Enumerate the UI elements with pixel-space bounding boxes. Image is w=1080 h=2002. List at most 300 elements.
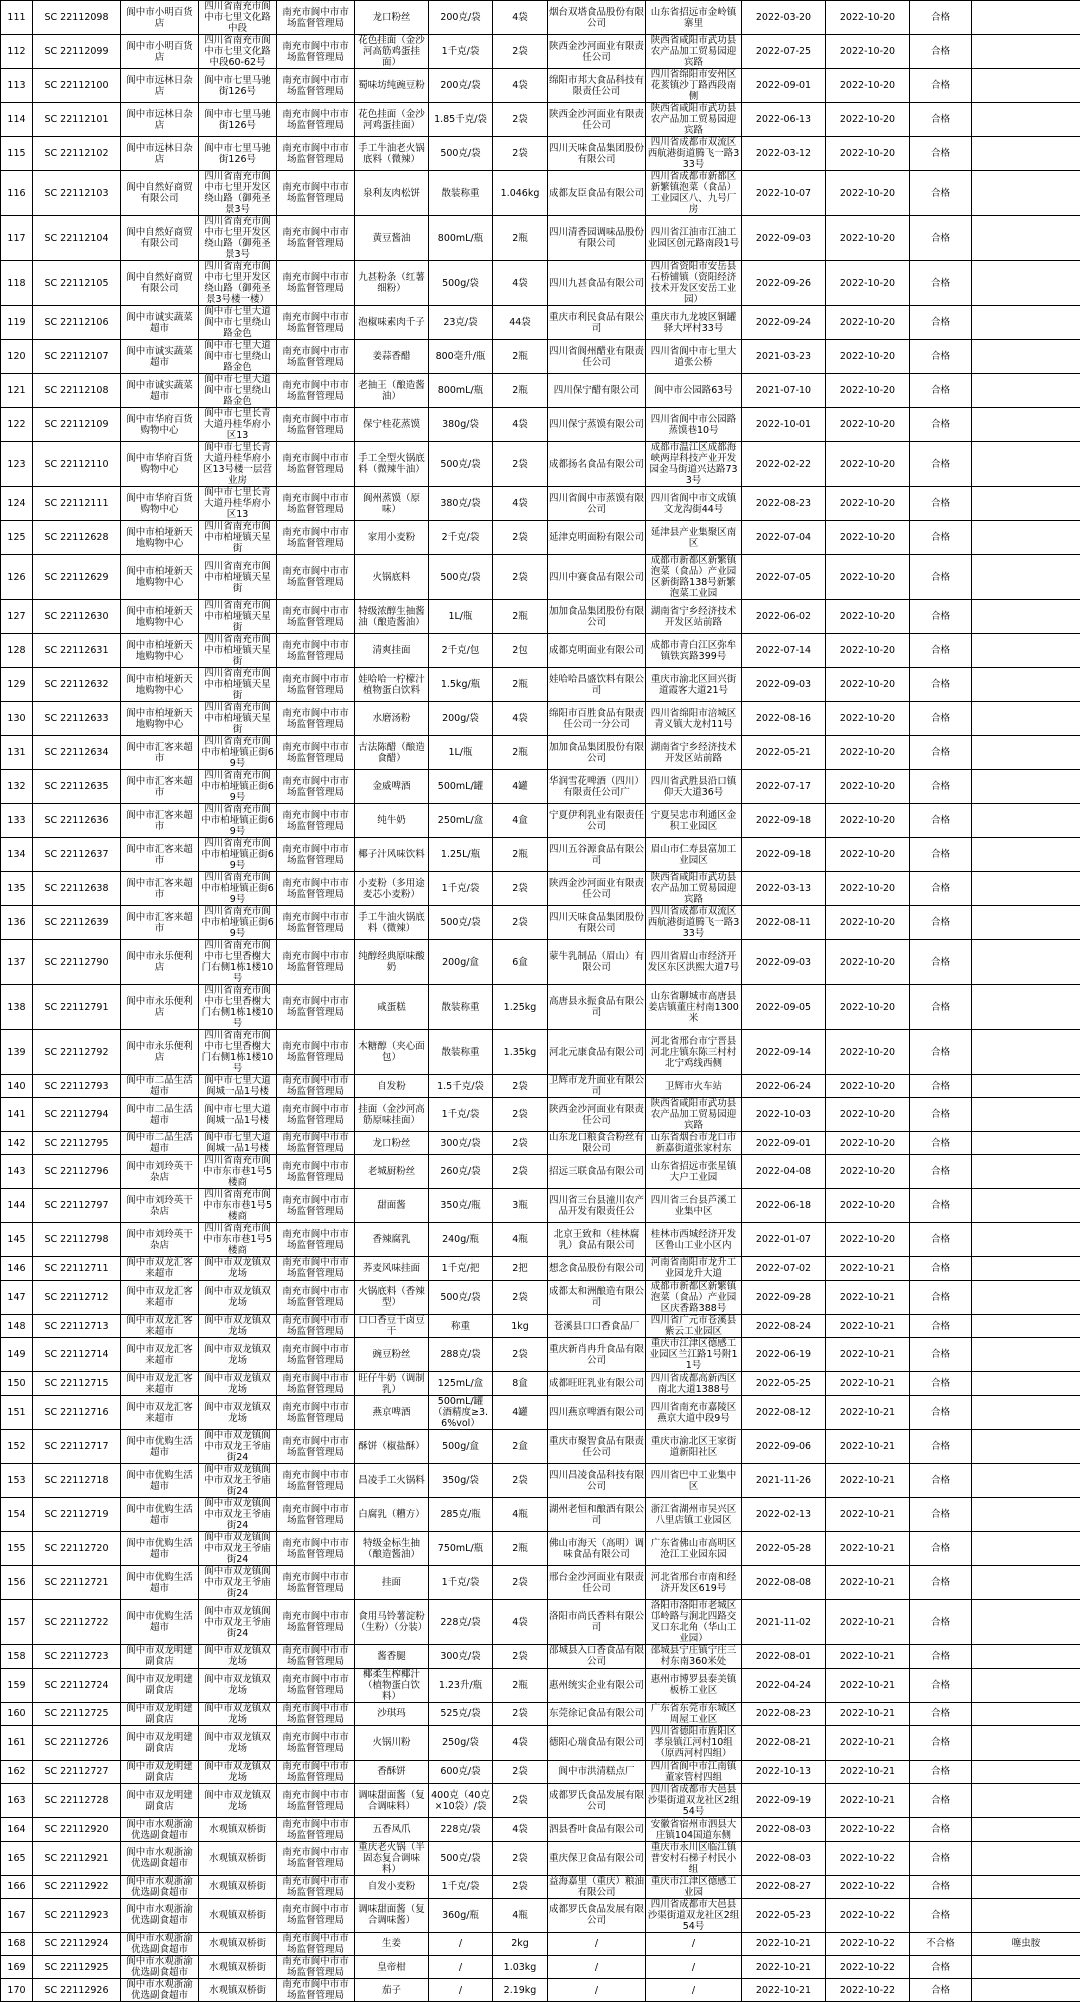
table-row: [1, 838, 1080, 872]
table-row: [1, 1155, 1080, 1189]
regulator-cell: 南充市阆中市市场监督管理局: [277, 634, 355, 668]
production-date-cell: 2022-05-28: [742, 1532, 826, 1566]
failed-item-cell: [972, 261, 1080, 306]
manufacturer-address-cell: 山东省招远市金岭镇寨里: [646, 1, 742, 35]
production-date-cell: 2021-11-02: [742, 1600, 826, 1645]
seq-number-cell: 123: [1, 442, 33, 487]
quantity-cell: 2袋: [493, 1702, 548, 1725]
table-row: [1, 1955, 1080, 1978]
result-cell: 合格: [910, 1372, 972, 1395]
manufacturer-address-cell: 陕西省咸阳市武功县农产品加工贸易园迎宾路: [646, 35, 742, 69]
seq-number-cell: 127: [1, 600, 33, 634]
production-date-cell: 2022-07-17: [742, 770, 826, 804]
product-name-cell: 姜蒜香醋: [355, 340, 429, 374]
sampling-date-cell: 2022-10-21: [826, 1257, 910, 1280]
sample-id-cell: SC 22112926: [33, 1979, 121, 2002]
sampling-date-cell: 2022-10-21: [826, 1280, 910, 1315]
result-cell: 合格: [910, 906, 972, 940]
vendor-address-cell: 阆中市七里长青大道丹桂华府小区13: [199, 408, 277, 442]
seq-number-cell: 113: [1, 69, 33, 103]
sample-id-cell: SC 22112727: [33, 1760, 121, 1783]
manufacturer-address-cell: 重庆市江津区德感工业园区兰江路1号附11号: [646, 1338, 742, 1372]
vendor-address-cell: 四川省南充市阆中市柏垭镇天星街: [199, 668, 277, 702]
sample-id-cell: SC 22112921: [33, 1841, 121, 1875]
seq-number-cell: 124: [1, 487, 33, 521]
regulator-cell: 南充市阆中市市场监督管理局: [277, 69, 355, 103]
failed-item-cell: [972, 702, 1080, 736]
manufacturer-cell: 四川九甚食品有限公司: [548, 261, 646, 306]
table-row: [1, 985, 1080, 1030]
seq-number-cell: 161: [1, 1725, 33, 1760]
result-cell: 合格: [910, 1, 972, 35]
regulator-cell: 南充市阆中市市场监督管理局: [277, 1155, 355, 1189]
regulator-cell: 南充市阆中市市场监督管理局: [277, 1132, 355, 1155]
production-date-cell: 2022-08-23: [742, 1702, 826, 1725]
quantity-cell: 4罐: [493, 1395, 548, 1430]
seq-number-cell: 149: [1, 1338, 33, 1372]
sample-id-cell: SC 22112098: [33, 1, 121, 35]
quantity-cell: 4袋: [493, 261, 548, 306]
result-cell: 合格: [910, 1498, 972, 1532]
spec-cell: 1千克/袋: [429, 35, 493, 69]
result-cell: 合格: [910, 600, 972, 634]
failed-item-cell: [972, 216, 1080, 261]
regulator-cell: 南充市阆中市市场监督管理局: [277, 1189, 355, 1223]
manufacturer-cell: 陕西金沙河面业有限责任公司: [548, 872, 646, 906]
sample-id-cell: SC 22112110: [33, 442, 121, 487]
manufacturer-cell: 想念食品股份有限公司: [548, 1257, 646, 1280]
seq-number-cell: 162: [1, 1760, 33, 1783]
vendor-name-cell: 阆中市二品生活超市: [121, 1132, 199, 1155]
vendor-name-cell: 阆中市优购生活超市: [121, 1532, 199, 1566]
regulator-cell: 南充市阆中市市场监督管理局: [277, 261, 355, 306]
table-row: [1, 1600, 1080, 1645]
result-cell: 合格: [910, 736, 972, 770]
regulator-cell: 南充市阆中市市场监督管理局: [277, 216, 355, 261]
sample-id-cell: SC 22112111: [33, 487, 121, 521]
vendor-name-cell: 阆中市华府百货购物中心: [121, 408, 199, 442]
manufacturer-address-cell: 四川省巴中工业集中区: [646, 1464, 742, 1498]
spec-cell: 380g/袋: [429, 408, 493, 442]
vendor-name-cell: 阆中市水观浙渝优选副食超市: [121, 1875, 199, 1898]
regulator-cell: 南充市阆中市市场监督管理局: [277, 804, 355, 838]
manufacturer-cell: 陕西金沙河面业有限责任公司: [548, 103, 646, 137]
sample-id-cell: SC 22112633: [33, 702, 121, 736]
sampling-date-cell: 2022-10-21: [826, 1532, 910, 1566]
regulator-cell: 南充市阆中市市场监督管理局: [277, 1532, 355, 1566]
failed-item-cell: [972, 1223, 1080, 1257]
vendor-name-cell: 阆中市双龙汇客来超市: [121, 1280, 199, 1315]
regulator-cell: 南充市阆中市市场监督管理局: [277, 1338, 355, 1372]
seq-number-cell: 112: [1, 35, 33, 69]
vendor-address-cell: 四川省南充市阆中市七里香榭大门右侧1栋1楼10号: [199, 985, 277, 1030]
manufacturer-cell: 湖州老恒和酿酒有限公司: [548, 1498, 646, 1532]
table-row: [1, 1532, 1080, 1566]
product-name-cell: 咸蛋糕: [355, 985, 429, 1030]
manufacturer-address-cell: 重庆市渝北区回兴街道霞客大道21号: [646, 668, 742, 702]
manufacturer-address-cell: 浙江省湖州市吴兴区八里店镇工业园区: [646, 1498, 742, 1532]
failed-item-cell: [972, 1702, 1080, 1725]
quantity-cell: 2瓶: [493, 340, 548, 374]
quantity-cell: 2袋: [493, 103, 548, 137]
spec-cell: 800mL/瓶: [429, 374, 493, 408]
sampling-date-cell: 2022-10-20: [826, 985, 910, 1030]
table-row: [1, 1898, 1080, 1932]
quantity-cell: 2袋: [493, 1132, 548, 1155]
manufacturer-address-cell: 山东省招远市张星镇大户工业园: [646, 1155, 742, 1189]
quantity-cell: 2kg: [493, 1932, 548, 1955]
production-date-cell: 2022-09-05: [742, 985, 826, 1030]
quantity-cell: 2瓶: [493, 600, 548, 634]
manufacturer-address-cell: 四川省南充市嘉陵区燕京大道中段9号: [646, 1395, 742, 1430]
manufacturer-address-cell: 四川省江油市江油工业园区创元路南段1号: [646, 216, 742, 261]
table-row: [1, 668, 1080, 702]
product-name-cell: 重庆老火锅（半固态复合调味料）: [355, 1841, 429, 1875]
quantity-cell: 1.046kg: [493, 171, 548, 216]
table-row: [1, 600, 1080, 634]
production-date-cell: 2022-01-07: [742, 1223, 826, 1257]
result-cell: 合格: [910, 487, 972, 521]
spec-cell: 500g/盒: [429, 1430, 493, 1464]
manufacturer-cell: 绵阳市邦大食品科技有限责任公司: [548, 69, 646, 103]
product-name-cell: 木糖醇（夹心面包）: [355, 1030, 429, 1075]
product-name-cell: 泉利友肉松饼: [355, 171, 429, 216]
seq-number-cell: 147: [1, 1280, 33, 1315]
seq-number-cell: 133: [1, 804, 33, 838]
quantity-cell: 2袋: [493, 906, 548, 940]
sample-id-cell: SC 22112638: [33, 872, 121, 906]
result-cell: 合格: [910, 137, 972, 171]
vendor-name-cell: 阆中市柏垭新天地购物中心: [121, 555, 199, 600]
seq-number-cell: 134: [1, 838, 33, 872]
failed-item-cell: [972, 442, 1080, 487]
vendor-address-cell: 阆中市七里大道阆城一品1号楼: [199, 1098, 277, 1132]
sampling-date-cell: 2022-10-20: [826, 1132, 910, 1155]
production-date-cell: 2021-07-10: [742, 374, 826, 408]
sample-id-cell: SC 22112791: [33, 985, 121, 1030]
failed-item-cell: [972, 906, 1080, 940]
manufacturer-address-cell: 邵城县宁庄镇宁庄三村东南360米处: [646, 1645, 742, 1668]
vendor-name-cell: 阆中市远林日杂店: [121, 103, 199, 137]
result-cell: 合格: [910, 1430, 972, 1464]
regulator-cell: 南充市阆中市市场监督管理局: [277, 521, 355, 555]
seq-number-cell: 168: [1, 1932, 33, 1955]
product-name-cell: 生姜: [355, 1932, 429, 1955]
vendor-address-cell: 阆中市双龙镇阆中市双龙王爷庙街24: [199, 1532, 277, 1566]
spec-cell: 200g/盒: [429, 940, 493, 985]
table-row: [1, 261, 1080, 306]
manufacturer-address-cell: 陕西省咸阳市武功县农产品加工贸易园迎宾路: [646, 1098, 742, 1132]
vendor-address-cell: 四川省南充市阆中市七里开发区绕山路（御苑圣景3号: [199, 216, 277, 261]
vendor-address-cell: 阆中市双龙镇阆中市双龙王爷庙街24: [199, 1566, 277, 1600]
vendor-name-cell: 阆中市双龙明建副食店: [121, 1783, 199, 1818]
sample-id-cell: SC 22112726: [33, 1725, 121, 1760]
manufacturer-address-cell: 广东省东莞市东城区周屋工业区: [646, 1702, 742, 1725]
production-date-cell: 2022-06-02: [742, 600, 826, 634]
vendor-address-cell: 阆中市双龙镇阆中市双龙王爷庙街24: [199, 1464, 277, 1498]
sampling-date-cell: 2022-10-20: [826, 374, 910, 408]
production-date-cell: 2022-04-08: [742, 1155, 826, 1189]
seq-number-cell: 130: [1, 702, 33, 736]
manufacturer-address-cell: 广东省佛山市高明区沧江工业园东园: [646, 1532, 742, 1566]
sample-id-cell: SC 22112635: [33, 770, 121, 804]
sample-id-cell: SC 22112797: [33, 1189, 121, 1223]
table-row: [1, 1223, 1080, 1257]
vendor-address-cell: 四川省南充市阆中市柏垭镇正街69号: [199, 906, 277, 940]
manufacturer-address-cell: 重庆市渝北区王家街道新阳社区: [646, 1430, 742, 1464]
vendor-address-cell: 水观镇双桥街: [199, 1932, 277, 1955]
manufacturer-address-cell: 山东省聊城市高唐县姜店镇董庄村南1300米: [646, 985, 742, 1030]
regulator-cell: 南充市阆中市市场监督管理局: [277, 736, 355, 770]
quantity-cell: 4袋: [493, 1600, 548, 1645]
quantity-cell: 2把: [493, 1257, 548, 1280]
failed-item-cell: [972, 634, 1080, 668]
manufacturer-cell: 东莞徐记食品有限公司: [548, 1702, 646, 1725]
regulator-cell: 南充市阆中市市场监督管理局: [277, 1395, 355, 1430]
sampling-date-cell: 2022-10-20: [826, 770, 910, 804]
sample-id-cell: SC 22112922: [33, 1875, 121, 1898]
vendor-name-cell: 阆中市汇客来超市: [121, 838, 199, 872]
sample-id-cell: SC 22112100: [33, 69, 121, 103]
manufacturer-cell: 招远三联食品有限公司: [548, 1155, 646, 1189]
table-row: [1, 306, 1080, 340]
seq-number-cell: 138: [1, 985, 33, 1030]
vendor-address-cell: 水观镇双桥街: [199, 1875, 277, 1898]
manufacturer-cell: 四川天味食品集团股份有限公司: [548, 137, 646, 171]
spec-cell: 2千克/包: [429, 634, 493, 668]
product-name-cell: 挂面: [355, 1566, 429, 1600]
quantity-cell: 3瓶: [493, 1189, 548, 1223]
production-date-cell: 2022-08-23: [742, 487, 826, 521]
spec-cell: 500克/袋: [429, 442, 493, 487]
product-name-cell: 荞麦风味挂面: [355, 1257, 429, 1280]
manufacturer-address-cell: 四川省阆中市江南镇董家管村四组: [646, 1760, 742, 1783]
sample-id-cell: SC 22112099: [33, 35, 121, 69]
manufacturer-cell: 成都扬名食品有限公司: [548, 442, 646, 487]
manufacturer-cell: 四川天味食品集团股份有限公司: [548, 906, 646, 940]
sampling-date-cell: 2022-10-20: [826, 600, 910, 634]
spec-cell: 200克/袋: [429, 1, 493, 35]
sample-id-cell: SC 22112102: [33, 137, 121, 171]
sample-id-cell: SC 22112104: [33, 216, 121, 261]
manufacturer-address-cell: 四川省成都市大邑县沙渠街道双龙社区2组54号: [646, 1898, 742, 1932]
table-row: [1, 1725, 1080, 1760]
vendor-name-cell: 阆中市柏垭新天地购物中心: [121, 634, 199, 668]
production-date-cell: 2022-09-03: [742, 216, 826, 261]
quantity-cell: 2袋: [493, 137, 548, 171]
failed-item-cell: [972, 940, 1080, 985]
failed-item-cell: [972, 1464, 1080, 1498]
manufacturer-address-cell: 眉山市仁寿县富加工业园区: [646, 838, 742, 872]
manufacturer-cell: 河北元康食品有限公司: [548, 1030, 646, 1075]
product-name-cell: 自发粉: [355, 1075, 429, 1098]
sample-id-cell: SC 22112792: [33, 1030, 121, 1075]
manufacturer-cell: 德阳心瑞食品有限公司: [548, 1725, 646, 1760]
vendor-address-cell: 阆中市七里大道阆中市七里绕山路金色: [199, 306, 277, 340]
manufacturer-cell: 四川清香园调味品股份有限公司: [548, 216, 646, 261]
production-date-cell: 2022-02-13: [742, 1498, 826, 1532]
sample-id-cell: SC 22112794: [33, 1098, 121, 1132]
table-row: [1, 1464, 1080, 1498]
spec-cell: 500克/袋: [429, 906, 493, 940]
sampling-date-cell: 2022-10-20: [826, 736, 910, 770]
vendor-address-cell: 四川省南充市阆中市柏垭镇正街69号: [199, 770, 277, 804]
regulator-cell: 南充市阆中市市场监督管理局: [277, 1498, 355, 1532]
spec-cell: 1.85千克/袋: [429, 103, 493, 137]
result-cell: 合格: [910, 1155, 972, 1189]
sampling-date-cell: 2022-10-21: [826, 1498, 910, 1532]
sample-id-cell: SC 22112108: [33, 374, 121, 408]
vendor-name-cell: 阆中自然好商贸有限公司: [121, 216, 199, 261]
production-date-cell: 2022-09-18: [742, 838, 826, 872]
vendor-name-cell: 阆中市二品生活超市: [121, 1075, 199, 1098]
manufacturer-address-cell: 成都市青白江区弥牟镇铁宾路399号: [646, 634, 742, 668]
result-cell: 合格: [910, 1030, 972, 1075]
regulator-cell: 南充市阆中市市场监督管理局: [277, 35, 355, 69]
sample-id-cell: SC 22112714: [33, 1338, 121, 1372]
regulator-cell: 南充市阆中市市场监督管理局: [277, 306, 355, 340]
spec-cell: 1千克/袋: [429, 1566, 493, 1600]
quantity-cell: 2袋: [493, 1075, 548, 1098]
seq-number-cell: 157: [1, 1600, 33, 1645]
product-name-cell: 手工全型火锅底料（微辣牛油）: [355, 442, 429, 487]
result-cell: 合格: [910, 103, 972, 137]
regulator-cell: 南充市阆中市市场监督管理局: [277, 1030, 355, 1075]
sampling-date-cell: 2022-10-20: [826, 838, 910, 872]
sampling-date-cell: 2022-10-20: [826, 940, 910, 985]
vendor-address-cell: 四川省南充市阆中市柏垭镇正街69号: [199, 736, 277, 770]
vendor-address-cell: 阆中市双龙镇双龙场: [199, 1645, 277, 1668]
vendor-address-cell: 四川省南充市阆中市东市巷1号5楼商: [199, 1155, 277, 1189]
product-name-cell: 酱香腿: [355, 1645, 429, 1668]
manufacturer-address-cell: 重庆市江津区德感工业园: [646, 1875, 742, 1898]
production-date-cell: 2022-08-21: [742, 1725, 826, 1760]
seq-number-cell: 135: [1, 872, 33, 906]
manufacturer-cell: 四川保宁蒸馍有限公司: [548, 408, 646, 442]
table-body: [1, 1, 1080, 2002]
quantity-cell: 4袋: [493, 1, 548, 35]
seq-number-cell: 122: [1, 408, 33, 442]
seq-number-cell: 125: [1, 521, 33, 555]
production-date-cell: 2022-06-13: [742, 103, 826, 137]
failed-item-cell: [972, 1075, 1080, 1098]
manufacturer-cell: 成都旺旺乳业有限公司: [548, 1372, 646, 1395]
vendor-address-cell: 四川省南充市阆中市柏垭镇天星街: [199, 634, 277, 668]
manufacturer-address-cell: 成都市新都区新繁镇泡菜（食品）产业园区庆香路388号: [646, 1280, 742, 1315]
spec-cell: 1千克/袋: [429, 872, 493, 906]
vendor-address-cell: 四川省南充市阆中市七里开发区绕山路（御苑圣景3号: [199, 171, 277, 216]
sampling-date-cell: 2022-10-20: [826, 171, 910, 216]
quantity-cell: 2袋: [493, 521, 548, 555]
sampling-date-cell: 2022-10-20: [826, 521, 910, 555]
sampling-date-cell: 2022-10-22: [826, 1955, 910, 1978]
table-row: [1, 1315, 1080, 1338]
manufacturer-cell: 四川五谷源食品有限公司: [548, 838, 646, 872]
regulator-cell: 南充市阆中市市场监督管理局: [277, 340, 355, 374]
manufacturer-address-cell: 四川省成都市双流区西航港街道腾飞一路333号: [646, 137, 742, 171]
sampling-date-cell: 2022-10-20: [826, 702, 910, 736]
table-row: [1, 340, 1080, 374]
regulator-cell: 南充市阆中市市场监督管理局: [277, 1223, 355, 1257]
failed-item-cell: [972, 1875, 1080, 1898]
product-name-cell: 家用小麦粉: [355, 521, 429, 555]
result-cell: 合格: [910, 838, 972, 872]
result-cell: 合格: [910, 1645, 972, 1668]
result-cell: 合格: [910, 770, 972, 804]
failed-item-cell: [972, 1818, 1080, 1841]
failed-item-cell: 噻虫胺: [972, 1932, 1080, 1955]
spec-cell: 2千克/袋: [429, 521, 493, 555]
spec-cell: 散装称重: [429, 985, 493, 1030]
vendor-name-cell: 阆中市诚实蔬菜超市: [121, 340, 199, 374]
production-date-cell: 2022-08-12: [742, 1395, 826, 1430]
manufacturer-cell: 四川保宁醋有限公司: [548, 374, 646, 408]
table-row: [1, 408, 1080, 442]
quantity-cell: 2袋: [493, 35, 548, 69]
failed-item-cell: [972, 1668, 1080, 1702]
vendor-name-cell: 阆中市双龙汇客来超市: [121, 1315, 199, 1338]
vendor-address-cell: 水观镇双桥街: [199, 1818, 277, 1841]
product-name-cell: 手工牛油老火锅底料（微辣）: [355, 137, 429, 171]
seq-number-cell: 136: [1, 906, 33, 940]
failed-item-cell: [972, 668, 1080, 702]
seq-number-cell: 120: [1, 340, 33, 374]
vendor-name-cell: 阆中市华府百货购物中心: [121, 487, 199, 521]
manufacturer-address-cell: 桂林市西城经济开发区鲁山工业小区内: [646, 1223, 742, 1257]
result-cell: 合格: [910, 634, 972, 668]
manufacturer-cell: 加加食品集团股份有限公司: [548, 736, 646, 770]
quantity-cell: 2袋: [493, 555, 548, 600]
table-row: [1, 216, 1080, 261]
product-name-cell: 蜀味坊纯豌豆粉: [355, 69, 429, 103]
regulator-cell: 南充市阆中市市场监督管理局: [277, 374, 355, 408]
table-row: [1, 69, 1080, 103]
regulator-cell: 南充市阆中市市场监督管理局: [277, 702, 355, 736]
manufacturer-cell: 四川昌凌食品科技有限公司: [548, 1464, 646, 1498]
result-cell: 合格: [910, 1532, 972, 1566]
vendor-address-cell: 阆中市双龙镇双龙场: [199, 1783, 277, 1818]
product-name-cell: 甜面酱: [355, 1189, 429, 1223]
manufacturer-cell: 四川省阆中市蒸馍有限公司: [548, 487, 646, 521]
vendor-name-cell: 阆中市永乐便利店: [121, 985, 199, 1030]
failed-item-cell: [972, 555, 1080, 600]
regulator-cell: 南充市阆中市市场监督管理局: [277, 103, 355, 137]
manufacturer-address-cell: 四川省绵阳市安州区花荄镇沙丁路西段南侧: [646, 69, 742, 103]
sample-id-cell: SC 22112628: [33, 521, 121, 555]
table-row: [1, 1338, 1080, 1372]
seq-number-cell: 146: [1, 1257, 33, 1280]
production-date-cell: 2022-09-19: [742, 1783, 826, 1818]
failed-item-cell: [972, 1430, 1080, 1464]
manufacturer-address-cell: 成都市新都区新繁镇泡菜（食品）产业园区新街路138号新繁泡菜工业园: [646, 555, 742, 600]
manufacturer-cell: 佛山市海天（高明）调味食品有限公司: [548, 1532, 646, 1566]
vendor-address-cell: 阆中市双龙镇双龙场: [199, 1257, 277, 1280]
spec-cell: 23克/袋: [429, 306, 493, 340]
vendor-name-cell: 阆中市汇客来超市: [121, 804, 199, 838]
seq-number-cell: 145: [1, 1223, 33, 1257]
result-cell: 合格: [910, 668, 972, 702]
manufacturer-address-cell: 四川省眉山市经济开发区东区洪熙大道7号: [646, 940, 742, 985]
quantity-cell: 2袋: [493, 1783, 548, 1818]
product-name-cell: 挂面（金沙河高筋原味挂面）: [355, 1098, 429, 1132]
production-date-cell: 2022-07-05: [742, 555, 826, 600]
manufacturer-cell: 四川中赛食品有限公司: [548, 555, 646, 600]
vendor-name-cell: 阆中市柏垭新天地购物中心: [121, 521, 199, 555]
production-date-cell: 2022-03-12: [742, 137, 826, 171]
manufacturer-address-cell: 四川省三台县芦溪工业集中区: [646, 1189, 742, 1223]
sample-id-cell: SC 22112103: [33, 171, 121, 216]
table-row: [1, 1372, 1080, 1395]
